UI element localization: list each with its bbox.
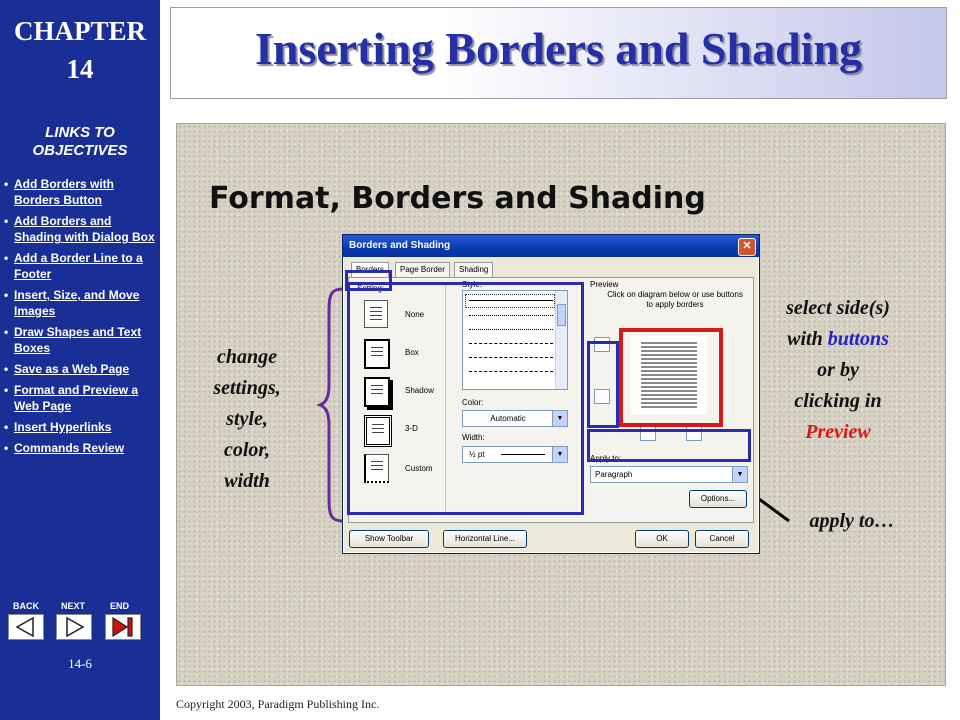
settings-note-line: width: [224, 470, 270, 492]
bottom-buttons-highlight: [587, 429, 751, 462]
copyright: Copyright 2003, Paradigm Publishing Inc.: [176, 697, 380, 711]
show-toolbar-button[interactable]: Show Toolbar: [349, 530, 429, 548]
chapter-number: 14: [66, 54, 94, 84]
list-item: [2, 361, 158, 377]
color-label: Color:: [462, 398, 484, 407]
width-label: Width:: [462, 433, 485, 442]
side-buttons-highlight: [587, 341, 619, 428]
settings-note-line: change: [217, 346, 277, 368]
select-sides-note: [763, 293, 913, 448]
list-item: [2, 287, 158, 319]
cancel-button[interactable]: Cancel: [695, 530, 749, 548]
objective-link[interactable]: Add Borders with Borders Button: [14, 177, 115, 207]
list-item: [2, 324, 158, 356]
options-button[interactable]: Options...: [689, 490, 747, 508]
objective-link[interactable]: Add Borders and Shading with Dialog Box: [14, 214, 155, 244]
setting-box-label: Box: [405, 348, 419, 357]
chevron-down-icon: ▼: [552, 447, 567, 462]
dialog-titlebar[interactable]: [343, 235, 759, 257]
settings-note-line: style,: [226, 408, 268, 430]
next-arrow-icon: [57, 615, 91, 639]
objective-link[interactable]: Draw Shapes and Text Boxes: [14, 325, 142, 355]
next-label: NEXT: [61, 601, 86, 611]
objective-link[interactable]: Commands Review: [14, 441, 125, 455]
select-sides-buttons: buttons: [827, 328, 889, 350]
list-item: [2, 382, 158, 414]
objective-link[interactable]: Insert Hyperlinks: [14, 420, 112, 434]
list-item: [2, 176, 158, 208]
chapter-label: CHAPTER: [13, 16, 146, 46]
select-sides-with: with: [787, 328, 823, 350]
apply-to-note: apply to…: [809, 510, 895, 532]
end-label: END: [110, 601, 130, 611]
back-label: BACK: [13, 601, 39, 611]
settings-note-line: color,: [223, 439, 271, 461]
style-label: Style:: [462, 280, 483, 289]
back-arrow-icon: [9, 615, 43, 639]
objective-link[interactable]: Add a Border Line to a Footer: [14, 251, 143, 281]
preview-hint: Click on diagram below or use buttons to apply borders: [607, 290, 743, 309]
setting-custom-label: Custom: [405, 464, 433, 473]
objective-link[interactable]: Save as a Web Page: [14, 362, 130, 376]
settings-highlight: [347, 282, 584, 515]
width-value: ½ pt: [469, 450, 485, 459]
list-item: [2, 419, 158, 435]
list-item: [2, 213, 158, 245]
content-subtitle: Format, Borders and Shading: [209, 181, 706, 216]
list-item: [2, 250, 158, 282]
list-item: [2, 440, 158, 456]
end-arrow-icon: [106, 615, 140, 639]
apply-to-label: Apply to:: [590, 454, 622, 463]
close-icon[interactable]: ✕: [738, 238, 756, 256]
apply-to-select[interactable]: [590, 466, 748, 483]
select-sides-line: [763, 324, 913, 355]
links-title-line2: OBJECTIVES: [32, 142, 128, 159]
end-button[interactable]: [105, 614, 141, 640]
objectives-links: [2, 176, 158, 461]
select-sides-line: or by: [817, 359, 859, 381]
chevron-down-icon: ▼: [732, 467, 747, 482]
apply-to-value: Paragraph: [595, 470, 633, 479]
setting-3d-label: 3-D: [405, 424, 418, 433]
page-number: 14-6: [68, 656, 92, 671]
preview-highlight: [619, 328, 723, 427]
select-sides-line: clicking in: [794, 390, 882, 412]
links-title-line1: LINKS TO: [45, 124, 115, 141]
select-sides-preview: Preview: [805, 421, 871, 443]
tab-shading[interactable]: Shading: [454, 262, 493, 277]
settings-note: [197, 342, 297, 497]
page-title: Inserting Borders and Shading: [254, 23, 863, 74]
setting-label: Setting:: [357, 284, 385, 293]
chevron-down-icon: ▼: [552, 411, 567, 426]
objective-link[interactable]: Format and Preview a Web Page: [14, 383, 139, 413]
links-title: [0, 124, 160, 160]
select-sides-line: select side(s): [786, 297, 890, 319]
objective-link[interactable]: Insert, Size, and Move Images: [14, 288, 140, 318]
content-panel: [176, 123, 946, 686]
ok-button[interactable]: OK: [635, 530, 689, 548]
sidebar: [0, 0, 160, 720]
back-button[interactable]: [8, 614, 44, 640]
settings-note-line: settings,: [213, 377, 281, 399]
tab-borders[interactable]: Borders: [351, 262, 389, 277]
next-button[interactable]: [56, 614, 92, 640]
setting-none-label: None: [405, 310, 425, 319]
setting-shadow-label: Shadow: [405, 386, 434, 395]
color-value: Automatic: [490, 414, 526, 423]
horizontal-line-button[interactable]: Horizontal Line...: [443, 530, 527, 548]
dialog-title: Borders and Shading: [349, 240, 451, 251]
preview-label: Preview: [590, 280, 619, 289]
tab-page-border[interactable]: Page Border: [395, 262, 450, 277]
title-banner: [170, 7, 947, 99]
